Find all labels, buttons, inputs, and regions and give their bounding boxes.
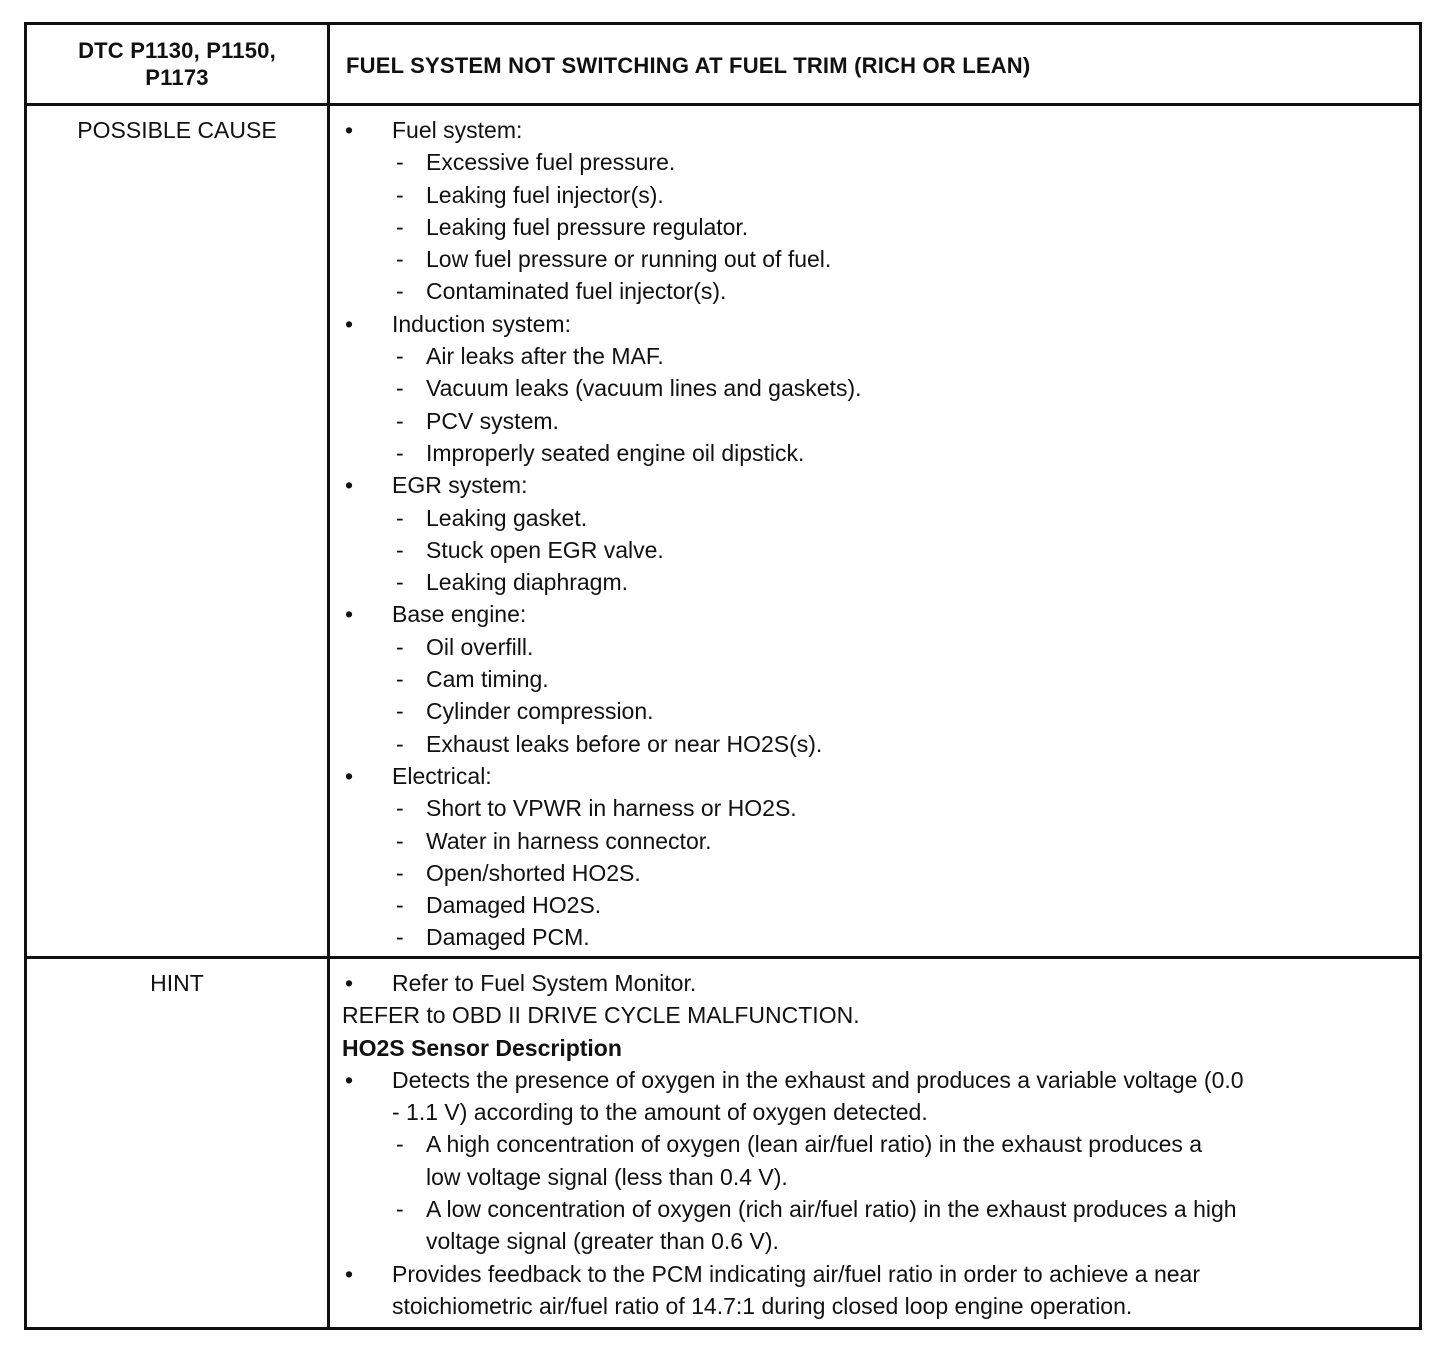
cause-item: - Short to VPWR in harness or HO2S. (342, 792, 1401, 824)
hint-desc-continuation: - 1.1 V) according to the amount of oxygen detected. (392, 1099, 928, 1126)
cause-item: - Open/shorted HO2S. (342, 857, 1401, 889)
hint-refer-text: REFER to OBD II DRIVE CYCLE MALFUNCTION. (342, 1002, 860, 1029)
cause-item: - Exhaust leaks before or near HO2S(s). (342, 728, 1401, 760)
cause-group-heading: • Electrical: (342, 760, 1401, 792)
hint-dash-line: - A high concentration of oxygen (lean air/fuel ratio) in the exhaust produces a (342, 1128, 1401, 1160)
hint-row (27, 959, 1419, 1327)
cause-item: - Leaking diaphragm. (342, 566, 1401, 598)
header-row (27, 25, 1419, 106)
possible-cause-label: POSSIBLE CAUSE (77, 117, 277, 143)
cause-item: - Air leaks after the MAF. (342, 340, 1401, 372)
cause-group-heading: • Induction system: (342, 308, 1401, 340)
cause-item: - Improperly seated engine oil dipstick. (342, 437, 1401, 469)
hint-desc-continuation: stoichiometric air/fuel ratio of 14.7:1 during closed loop engine operation. (392, 1292, 1133, 1319)
hint-desc-bullet-line: • Provides feedback to the PCM indicating air/fuel ratio in order to achieve a near (342, 1258, 1401, 1290)
dtc-table (24, 22, 1422, 1330)
hint-section-title: HO2S Sensor Description (342, 1034, 622, 1061)
possible-cause-content-cell (330, 106, 1419, 956)
possible-cause-row (27, 106, 1419, 959)
hint-label: HINT (150, 970, 204, 996)
hint-content-cell (330, 959, 1419, 1327)
cause-item: - Excessive fuel pressure. (342, 146, 1401, 178)
dtc-code-cell (27, 25, 330, 103)
hint-dash-continuation: low voltage signal (less than 0.4 V). (426, 1163, 788, 1190)
hint-dash-continuation: voltage signal (greater than 0.6 V). (426, 1228, 779, 1255)
hint-bullet: • Refer to Fuel System Monitor. (342, 967, 1401, 999)
cause-item: - Vacuum leaks (vacuum lines and gaskets). (342, 372, 1401, 404)
cause-group-heading: • EGR system: (342, 469, 1401, 501)
possible-cause-label-cell (27, 106, 330, 956)
possible-cause-list (330, 106, 1419, 954)
cause-item: - Water in harness connector. (342, 825, 1401, 857)
cause-item: - Damaged PCM. (342, 921, 1401, 953)
cause-item: - Leaking fuel pressure regulator. (342, 211, 1401, 243)
cause-item: - Damaged HO2S. (342, 889, 1401, 921)
hint-label-cell (27, 959, 330, 1327)
cause-item: - PCV system. (342, 405, 1401, 437)
cause-item: - Stuck open EGR valve. (342, 534, 1401, 566)
cause-item: - Cam timing. (342, 663, 1401, 695)
cause-item: - Leaking fuel injector(s). (342, 179, 1401, 211)
dtc-code-line-1: DTC P1130, P1150, (78, 38, 276, 63)
dtc-title-cell (330, 25, 1419, 103)
cause-group-heading: • Base engine: (342, 598, 1401, 630)
hint-dash-line: - A low concentration of oxygen (rich air/fuel ratio) in the exhaust produces a high (342, 1193, 1401, 1225)
cause-item: - Contaminated fuel injector(s). (342, 275, 1401, 307)
dtc-code (27, 25, 327, 91)
dtc-code-line-2: P1173 (145, 65, 209, 90)
cause-item: - Low fuel pressure or running out of fuel. (342, 243, 1401, 275)
cause-group-heading: • Fuel system: (342, 114, 1401, 146)
dtc-title: FUEL SYSTEM NOT SWITCHING AT FUEL TRIM (RICH OR LEAN) (346, 53, 1031, 78)
hint-content (330, 959, 1419, 1322)
cause-item: - Leaking gasket. (342, 502, 1401, 534)
cause-item: - Cylinder compression. (342, 695, 1401, 727)
cause-item: - Oil overfill. (342, 631, 1401, 663)
hint-desc-bullet-line: • Detects the presence of oxygen in the exhaust and produces a variable voltage (0.0 (342, 1064, 1401, 1096)
